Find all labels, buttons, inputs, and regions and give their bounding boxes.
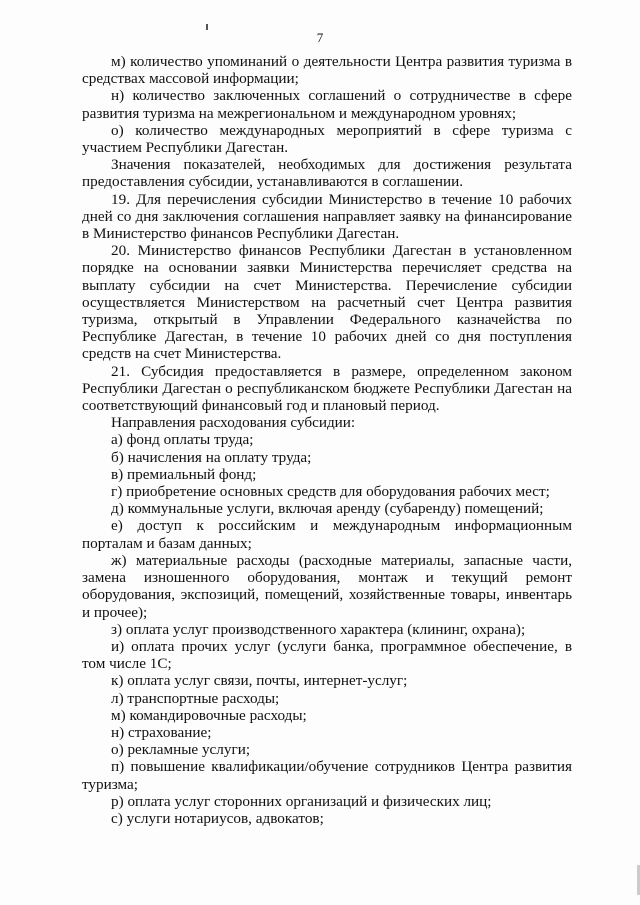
paragraph-n-agreements: н) количество заключенных соглашений о сотрудничестве в сфере развития туризма на межрегиональном и международном уровнях; — [82, 87, 572, 122]
list-item-k: к) оплата услуг связи, почты, интернет-услуг; — [111, 672, 408, 690]
list-item-p: п) повышение квалификации/обучение сотрудников Центра развития туризма; — [82, 758, 572, 793]
paragraph-21: 21. Субсидия предоставляется в размере, определенном законом Республики Дагестан о республиканском бюджете Республики Дагестан на соответствующий финансовый год и плановый период. — [82, 362, 572, 415]
paragraph-20: 20. Министерство финансов Республики Дагестан в установленном порядке на основании заявки Министерства перечисляет средства на выплату субсидии на счет Министерства. Перечисление субсидии осуществляется Министерством на расчетный счет Центра развития туризма, открытый в Управлении Федерального казначейства по Республике Дагестан, в течение 10 рабочих дней со дня поступления средств на счет Министерства. — [82, 242, 572, 363]
list-item-z: з) оплата услуг производственного характера (клининг, охрана); — [111, 620, 526, 638]
list-item-v: в) премиальный фонд; — [111, 465, 257, 483]
list-item-n: н) страхование; — [111, 723, 212, 741]
paragraph-o-events: о) количество международных мероприятий в сфере туризма с участием Республики Дагестан. — [82, 121, 572, 157]
list-item-l: л) транспортные расходы; — [111, 689, 280, 707]
list-item-s: с) услуги нотариусов, адвокатов; — [111, 809, 324, 827]
list-item-a: а) фонд оплаты труда; — [111, 431, 254, 449]
list-item-g: г) приобретение основных средств для оборудования рабочих мест; — [111, 483, 550, 501]
list-item-zh: ж) материальные расходы (расходные материалы, запасные части, замена изношенного оборудования, монтаж и текущий ремонт оборудования, экспозиций, помещений, хозяйственные товары, инвентарь и прочее); — [82, 551, 572, 621]
list-item-r: р) оплата услуг сторонних организаций и физических лиц; — [111, 792, 492, 810]
list-item-b: б) начисления на оплату труда; — [111, 448, 312, 466]
paragraph-indicators: Значения показателей, необходимых для достижения результата предоставления субсидии, устанавливаются в соглашении. — [82, 156, 572, 191]
document-body — [82, 53, 572, 827]
list-item-d: д) коммунальные услуги, включая аренду (субаренду) помещений; — [111, 500, 544, 518]
list-item-o: о) рекламные услуги; — [111, 741, 251, 759]
list-item-m: м) командировочные расходы; — [111, 706, 307, 724]
page-number: 7 — [316, 30, 324, 45]
paragraph-directions-heading: Направления расходования субсидии: — [111, 414, 356, 432]
paragraph-m-mentions: м) количество упоминаний о деятельности Центра развития туризма в средствах массовой информации; — [82, 53, 572, 88]
list-item-e: е) доступ к российским и международным информационным порталам и базам данных; — [82, 517, 572, 552]
list-item-i: и) оплата прочих услуг (услуги банка, программное обеспечение, в том числе 1С; — [82, 637, 572, 673]
paragraph-19: 19. Для перечисления субсидии Министерство в течение 10 рабочих дней со дня заключения соглашения направляет заявку на финансирование в Министерство финансов Республики Дагестан. — [82, 190, 572, 243]
